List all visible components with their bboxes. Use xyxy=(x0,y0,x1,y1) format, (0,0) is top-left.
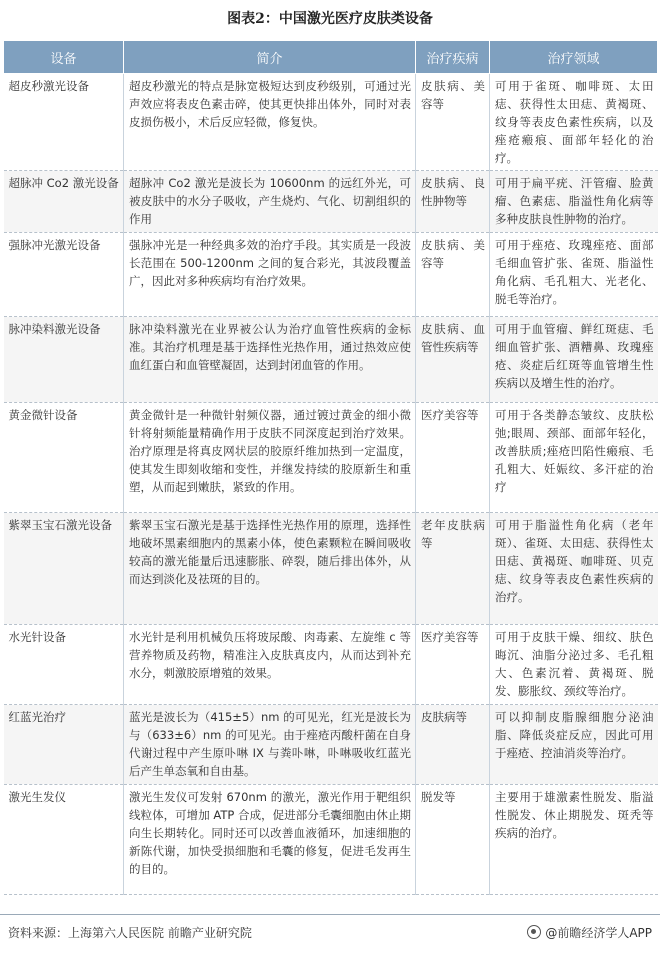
header-device: 设备 xyxy=(4,41,124,74)
cell-device: 强脉冲光激光设备 xyxy=(4,233,124,317)
cell-disease: 医疗美容等 xyxy=(416,403,490,513)
cell-disease: 皮肤病、美容等 xyxy=(416,233,490,317)
cell-field: 可用于扁平疣、汗管瘤、脸黄瘤、色素痣、脂溢性角化病等多种皮肤良性肿物的治疗。 xyxy=(490,171,658,233)
cell-field: 可用于皮肤干燥、细纹、肤色晦沉、油脂分泌过多、毛孔粗大、色素沉着、黄褐斑、脱发、膨胀纹、颈纹等治疗。 xyxy=(490,625,658,705)
cell-field: 主要用于雄激素性脱发、脂溢性脱发、休止期脱发、斑秃等疾病的治疗。 xyxy=(490,785,658,895)
header-disease: 治疗疾病 xyxy=(416,41,490,74)
table-row xyxy=(4,171,658,233)
cell-intro: 超皮秒激光的特点是脉宽极短达到皮秒级别，可通过光声效应将表皮色素击碎，使其更快排出体外，同时对表皮损伤极小，术后反应轻微，修复快。 xyxy=(124,74,416,171)
cell-device: 超脉冲 Co2 激光设备 xyxy=(4,171,124,233)
cell-disease: 皮肤病、血管性疾病等 xyxy=(416,317,490,403)
brand xyxy=(527,924,652,941)
cell-intro: 强脉冲光是一种经典多效的治疗手段。其实质是一段波长范围在 500-1200nm 之间的复合彩光，其波段覆盖广，因此对多种疾病均有治疗效果。 xyxy=(124,233,416,317)
source-text: 资料来源：上海第六人民医院 前瞻产业研究院 xyxy=(8,925,252,940)
table-row xyxy=(4,785,658,895)
cell-intro: 水光针是利用机械负压将玻尿酸、肉毒素、左旋维 c 等营养物质及药物，精准注入皮肤真皮内，从而达到补充水分，刺激胶原增殖的效果。 xyxy=(124,625,416,705)
cell-disease: 皮肤病、美容等 xyxy=(416,74,490,171)
cell-field: 可用于脂溢性角化病（老年斑）、雀斑、太田痣、获得性太田痣、黄褐斑、咖啡斑、贝克痣、纹身等表皮色素性疾病的治疗。 xyxy=(490,513,658,625)
cell-device: 激光生发仪 xyxy=(4,785,124,895)
table-row xyxy=(4,233,658,317)
cell-disease: 医疗美容等 xyxy=(416,625,490,705)
table-row xyxy=(4,513,658,625)
cell-disease: 脱发等 xyxy=(416,785,490,895)
cell-device: 紫翠玉宝石激光设备 xyxy=(4,513,124,625)
footer-divider xyxy=(0,914,660,915)
table-row xyxy=(4,74,658,171)
cell-intro: 黄金微针是一种微针射频仪器，通过镀过黄金的细小微针将射频能量精确作用于皮肤不同深度起到治疗效果。治疗原理是将真皮网状层的胶原纤维加热到一定温度，使其发生即刻收缩和变性，并继发持续的胶原新生和重塑，从而起到嫩肤，紧致的作用。 xyxy=(124,403,416,513)
brand-logo-icon xyxy=(527,925,541,939)
table-header-row xyxy=(4,41,658,74)
table-row xyxy=(4,317,658,403)
header-field: 治疗领域 xyxy=(490,41,658,74)
cell-device: 脉冲染料激光设备 xyxy=(4,317,124,403)
cell-field: 可用于血管瘤、鲜红斑痣、毛细血管扩张、酒糟鼻、玫瑰痤疮、炎症后红斑等血管增生性疾病以及增生性的治疗。 xyxy=(490,317,658,403)
cell-device: 黄金微针设备 xyxy=(4,403,124,513)
table-row xyxy=(4,403,658,513)
cell-disease: 皮肤病等 xyxy=(416,705,490,785)
device-table xyxy=(3,40,658,895)
footer xyxy=(8,922,652,942)
cell-device: 水光针设备 xyxy=(4,625,124,705)
page-title: 图表2：中国激光医疗皮肤类设备 xyxy=(227,11,433,27)
cell-intro: 超脉冲 Co2 激光是波长为 10600nm 的远红外光，可被皮肤中的水分子吸收，产生烧灼、气化、切割组织的作用 xyxy=(124,171,416,233)
cell-intro: 蓝光是波长为（415±5）nm 的可见光，红光是波长为与（633±6）nm 的可见光。由于痤疮丙酸杆菌在自身代谢过程中产生原卟啉 IX 与粪卟啉，卟啉吸收红蓝光后产生单态氧和自由基。 xyxy=(124,705,416,785)
cell-field: 可用于雀斑、咖啡斑、太田痣、获得性太田痣、黄褐斑、纹身等表皮色素性疾病，以及痤疮瘢痕、面部年轻化的治疗。 xyxy=(490,74,658,171)
cell-device: 超皮秒激光设备 xyxy=(4,74,124,171)
cell-disease: 老年皮肤病等 xyxy=(416,513,490,625)
table-row xyxy=(4,625,658,705)
cell-field: 可用于痤疮、玫瑰痤疮、面部毛细血管扩张、雀斑、脂溢性角化病、毛孔粗大、光老化、脱毛等治疗。 xyxy=(490,233,658,317)
cell-intro: 脉冲染料激光在业界被公认为治疗血管性疾病的金标准。其治疗机理是基于选择性光热作用，通过热效应使血红蛋白和血管壁凝固，达到封闭血管的作用。 xyxy=(124,317,416,403)
cell-intro: 激光生发仪可发射 670nm 的激光，激光作用于靶组织线粒体，可增加 ATP 合成，促进部分毛囊细胞由休止期向生长期转化。同时还可以改善血液循环，加速细胞的新陈代谢，加快受损细胞和毛囊的修复，促进毛发再生的目的。 xyxy=(124,785,416,895)
table-row xyxy=(4,705,658,785)
cell-field: 可以抑制皮脂腺细胞分泌油脂、降低炎症反应，因此可用于痤疮、控油消炎等治疗。 xyxy=(490,705,658,785)
cell-intro: 紫翠玉宝石激光是基于选择性光热作用的原理，选择性地破坏黑素细胞内的黑素小体，使色素颗粒在瞬间吸收较高的激光能量后迅速膨胀、碎裂，随后排出体外，从而达到淡化及祛斑的目的。 xyxy=(124,513,416,625)
cell-device: 红蓝光治疗 xyxy=(4,705,124,785)
header-intro: 简介 xyxy=(124,41,416,74)
cell-field: 可用于各类静态皱纹、皮肤松弛;眼周、颈部、面部年轻化，改善肤质;痤疮凹陷性瘢痕、毛孔粗大、妊娠纹、多汗症的治疗 xyxy=(490,403,658,513)
brand-text: @前瞻经济学人APP xyxy=(545,925,652,940)
cell-disease: 皮肤病、良性肿物等 xyxy=(416,171,490,233)
